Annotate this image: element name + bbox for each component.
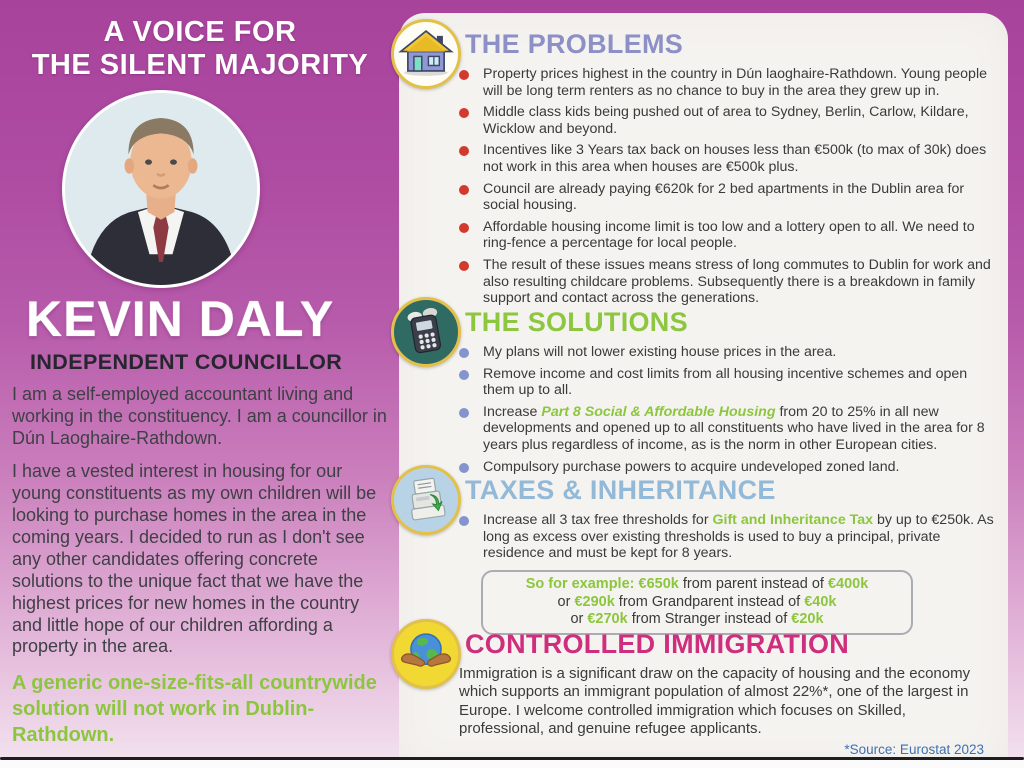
- list-item: [457, 344, 1000, 361]
- example-line: [493, 594, 901, 612]
- bio-text: [12, 384, 390, 748]
- section-solutions: [399, 303, 1008, 480]
- immigration-paragraph: Immigration is a significant draw on the capacity of housing and the economy which supports an immigrant population of almost 22%*, one of the largest in Europe. I welcome controlled immigration which focuses on Skilled, professional, and genuine refugee applicants.: [459, 665, 971, 737]
- text-segment: from Stranger instead of: [627, 611, 792, 628]
- text-segment: Compulsory purchase powers to acquire undeveloped zoned land.: [483, 458, 900, 475]
- list-item: [457, 181, 1000, 214]
- section-heading: THE PROBLEMS: [465, 29, 684, 59]
- headline-line1: A VOICE FOR: [103, 16, 297, 48]
- highlighted-text: Part 8 Social & Affordable Housing: [541, 403, 776, 420]
- left-panel: [0, 0, 400, 768]
- candidate-role: INDEPENDENT COUNCILLOR: [30, 350, 343, 374]
- highlighted-text: Gift and Inheritance Tax: [712, 512, 874, 528]
- text-segment: My plans will not lower existing house prices in the area.: [483, 344, 837, 360]
- portrait-frame: [62, 90, 260, 288]
- list-item: [457, 219, 1000, 252]
- statement-text: A generic one-size-fits-all countrywide solution will not work in Dublin-Rathdown.: [12, 672, 377, 747]
- list-item: [457, 257, 1000, 307]
- section-heading: TAXES & INHERITANCE: [465, 475, 776, 505]
- text-segment: Middle class kids being pushed out of area to Sydney, Berlin, Carlow, Kildare, Wicklow and beyond.: [483, 104, 969, 137]
- headline-line2: THE SILENT MAJORITY: [31, 49, 369, 82]
- list-item: [457, 404, 1000, 454]
- content-panel: [399, 13, 1008, 768]
- text-segment: or: [570, 611, 588, 628]
- card-terminal-icon: [391, 297, 461, 367]
- list-item: [457, 366, 1000, 399]
- headline: [0, 16, 400, 82]
- highlighted-text: €20k: [791, 611, 824, 628]
- text-segment: from Grandparent instead of: [614, 593, 805, 610]
- text-segment: Affordable housing income limit is too low and a lottery open to all. We need to ring-fence a percentage for local people.: [483, 218, 975, 252]
- text-segment: Increase all 3 tax free thresholds for: [483, 512, 713, 528]
- house-icon-art: [397, 25, 455, 83]
- globe-hands-icon: [391, 619, 461, 689]
- bio-paragraph: I am a self-employed accountant living and working in the constituency. I am a councillor in Dún Laoghaire-Rathdown.: [12, 384, 387, 448]
- list-item: [457, 142, 1000, 175]
- portrait-illustration: [65, 93, 257, 285]
- list-item: [457, 104, 1000, 137]
- house-icon: [391, 19, 461, 89]
- bullet-list: [399, 66, 1008, 307]
- globe-hands-icon-art: [397, 625, 455, 683]
- text-segment: Incentives like 3 Years tax back on houses less than €500k (to max of 30k) does not work in this area when houses are €500k plus.: [483, 142, 987, 176]
- source-footnote: *Source: Eurostat 2023: [844, 742, 984, 758]
- text-segment: Increase: [483, 403, 542, 420]
- text-segment: from parent instead of: [678, 575, 828, 592]
- highlighted-text: €290k: [574, 593, 615, 610]
- example-line: [493, 576, 901, 594]
- list-item: [457, 66, 1000, 99]
- section-heading: THE SOLUTIONS: [465, 307, 688, 337]
- bullet-list: [399, 512, 1008, 562]
- section-problems: [399, 25, 1008, 312]
- receipt-machine-icon: [391, 465, 461, 535]
- section-heading: CONTROLLED IMMIGRATION: [465, 629, 850, 659]
- text-segment: Remove income and cost limits from all housing incentive schemes and open them up to all.: [483, 365, 968, 399]
- scan-edge-white: [0, 760, 1024, 768]
- section-taxes: [399, 471, 1008, 635]
- bio-paragraph: I have a vested interest in housing for our young constituents as my own children will be looking to purchase homes in the area in the coming years. I decided to run as I don't see any other candidates offering concrete solutions to the unique fact that we have the highest prices for new homes in the country and little hope of our children affording a property in the area.: [12, 460, 377, 657]
- text-segment: Property prices highest in the country in Dún laoghaire-Rathdown. Young people will be long term renters as no chance to buy in the area they grew up in.: [483, 66, 987, 99]
- text-segment: or: [557, 593, 575, 610]
- highlighted-text: €400k: [827, 575, 869, 592]
- bullet-list: [399, 344, 1008, 475]
- highlighted-text: €270k: [587, 611, 628, 628]
- section-immigration: [399, 625, 1008, 757]
- receipt-machine-icon-art: [397, 471, 455, 529]
- card-terminal-icon-art: [397, 303, 455, 361]
- text-segment: Council are already paying €620k for 2 bed apartments in the Dublin area for social housing.: [483, 180, 965, 214]
- highlighted-text: €40k: [804, 593, 837, 610]
- text-segment: by up to €250k. As long as excess over existing thresholds is used to buy a principal, private residence and must be kept for 8 years.: [483, 512, 994, 562]
- text-segment: from 20 to 25% in all new developments and opened up to all constituents who have lived in the area for 8 years plus regardless of income, as is the norm in other European cities.: [483, 403, 985, 454]
- candidate-name: KEVIN DALY: [26, 291, 335, 347]
- text-segment: The result of these issues means stress of long commutes to Dublin for work and also resulting childcare problems. Subsequently there is a breakdown in family support and contact across the generations.: [483, 257, 991, 307]
- highlighted-text: So for example: €650k: [525, 575, 679, 592]
- portrait-photo: [65, 93, 257, 285]
- list-item: [457, 512, 1000, 562]
